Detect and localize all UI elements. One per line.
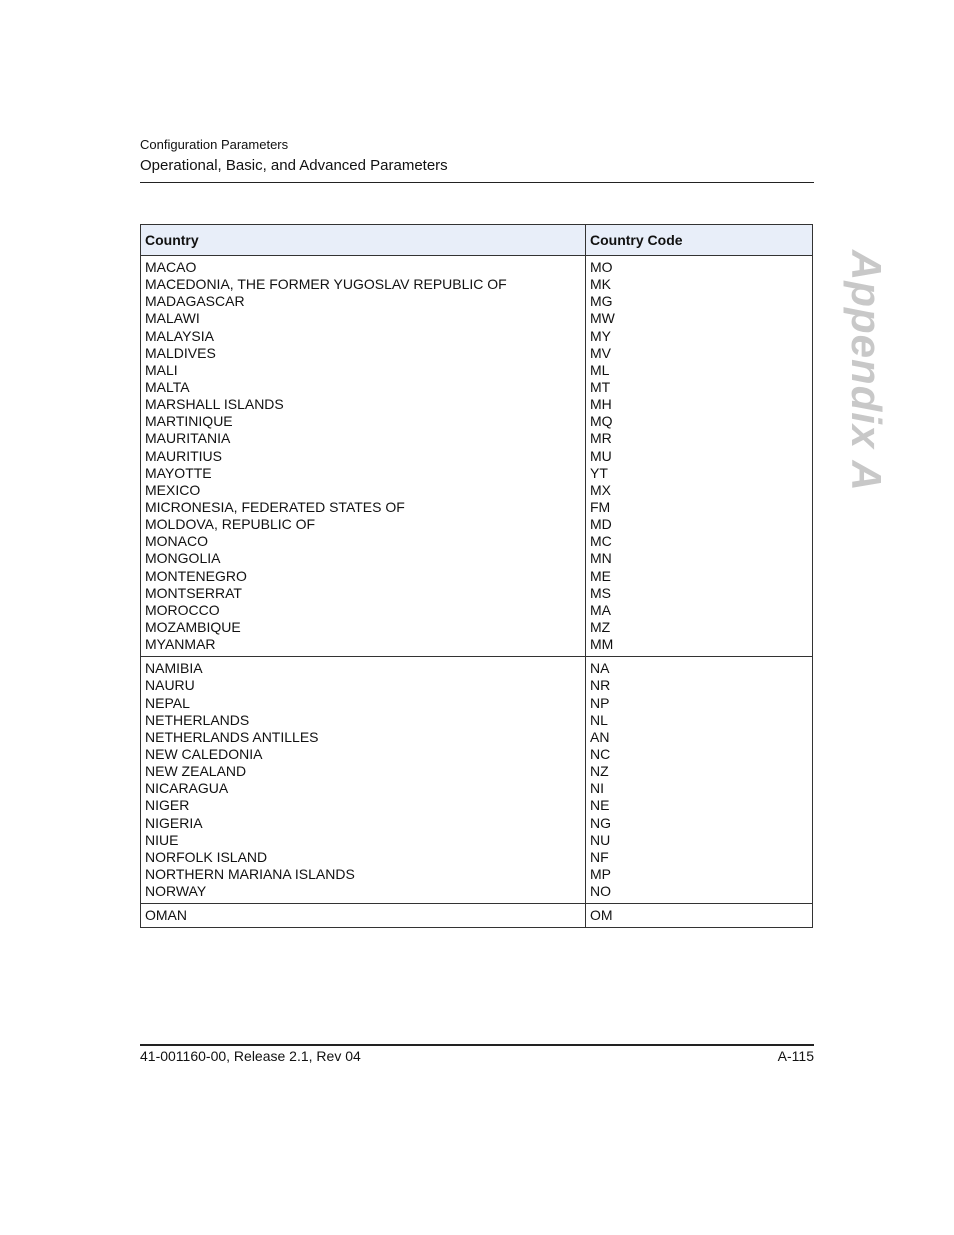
country-code: MG xyxy=(590,293,613,310)
country-cell xyxy=(141,256,586,657)
appendix-side-label: Appendix A xyxy=(843,250,890,492)
country-code: MC xyxy=(590,533,612,550)
country-code: NI xyxy=(590,780,604,797)
country-code: NR xyxy=(590,677,611,694)
table-row xyxy=(141,657,813,904)
country-code: MD xyxy=(590,516,612,533)
country-code-cell xyxy=(586,256,813,657)
country-code: MY xyxy=(590,327,611,344)
country-name: MOLDOVA, REPUBLIC OF xyxy=(145,516,316,533)
country-code: MU xyxy=(590,447,612,464)
country-name: MOROCCO xyxy=(145,601,220,618)
country-code: YT xyxy=(590,464,608,481)
country-name: MARSHALL ISLANDS xyxy=(145,396,284,413)
country-code: MN xyxy=(590,550,612,567)
country-name: MACEDONIA, THE FORMER YUGOSLAV REPUBLIC OF xyxy=(145,276,507,293)
country-name: NORFOLK ISLAND xyxy=(145,848,268,865)
country-name: MONTSERRAT xyxy=(145,584,242,601)
country-name: MALAWI xyxy=(145,310,200,327)
country-code: MZ xyxy=(590,618,611,635)
country-name: NETHERLANDS xyxy=(145,711,250,728)
country-code: NZ xyxy=(590,763,609,780)
country-name: NAMIBIA xyxy=(145,660,203,677)
table-row xyxy=(141,256,813,657)
country-name: MALAYSIA xyxy=(145,327,214,344)
country-code: MP xyxy=(590,865,611,882)
country-name: MOZAMBIQUE xyxy=(145,618,241,635)
country-code: OM xyxy=(590,907,613,924)
country-name: NEW CALEDONIA xyxy=(145,745,263,762)
country-code: MK xyxy=(590,276,611,293)
country-name: OMAN xyxy=(145,907,187,924)
country-name: NETHERLANDS ANTILLES xyxy=(145,728,319,745)
country-name: MYANMAR xyxy=(145,636,216,653)
country-code-cell xyxy=(586,904,813,928)
country-cell xyxy=(141,657,586,904)
country-code: NP xyxy=(590,694,610,711)
country-name: MONGOLIA xyxy=(145,550,221,567)
country-name: MALI xyxy=(145,361,178,378)
column-header-country: Country xyxy=(141,225,586,256)
page-title: Operational, Basic, and Advanced Parameters xyxy=(140,157,448,174)
country-name: MICRONESIA, FEDERATED STATES OF xyxy=(145,498,405,515)
country-code: ME xyxy=(590,567,611,584)
country-name: NAURU xyxy=(145,677,195,694)
country-name: MARTINIQUE xyxy=(145,413,233,430)
country-name: NICARAGUA xyxy=(145,780,229,797)
header-section: Configuration Parameters xyxy=(140,137,289,152)
country-code: NO xyxy=(590,883,611,900)
country-code: FM xyxy=(590,498,611,515)
country-name: NIGER xyxy=(145,797,190,814)
country-name: MAYOTTE xyxy=(145,464,212,481)
country-code-table xyxy=(140,224,813,928)
country-code: NC xyxy=(590,745,611,762)
country-name: MAURITIUS xyxy=(145,447,222,464)
footer-divider xyxy=(140,1044,814,1046)
country-name: MAURITANIA xyxy=(145,430,231,447)
country-code: MW xyxy=(590,310,615,327)
country-code: MM xyxy=(590,636,614,653)
country-code: MH xyxy=(590,396,612,413)
country-name: MEXICO xyxy=(145,481,201,498)
page-number: A-115 xyxy=(777,1048,814,1064)
country-code: MT xyxy=(590,378,611,395)
country-name: MALTA xyxy=(145,378,190,395)
country-code: NA xyxy=(590,660,610,677)
country-code: NU xyxy=(590,831,611,848)
country-code: MX xyxy=(590,481,611,498)
country-name: MONTENEGRO xyxy=(145,567,247,584)
country-code: ML xyxy=(590,361,610,378)
country-name: MALDIVES xyxy=(145,344,216,361)
country-code: MR xyxy=(590,430,612,447)
country-name: NEPAL xyxy=(145,694,190,711)
country-name: NORWAY xyxy=(145,883,207,900)
footer-doc-id: 41-001160-00, Release 2.1, Rev 04 xyxy=(140,1048,361,1064)
country-name: NEW ZEALAND xyxy=(145,763,247,780)
country-code: NE xyxy=(590,797,610,814)
country-code: MS xyxy=(590,584,611,601)
country-code-cell xyxy=(586,657,813,904)
country-code: MQ xyxy=(590,413,613,430)
country-code: MO xyxy=(590,259,613,275)
country-code: AN xyxy=(590,728,610,745)
country-code: MA xyxy=(590,601,611,618)
column-header-country-code: Country Code xyxy=(586,225,813,256)
country-cell xyxy=(141,904,586,928)
country-name: NIGERIA xyxy=(145,814,203,831)
table-row xyxy=(141,904,813,928)
country-code: MV xyxy=(590,344,611,361)
country-name: MACAO xyxy=(145,259,197,275)
country-name: MADAGASCAR xyxy=(145,293,245,310)
country-code: NL xyxy=(590,711,608,728)
country-code: NG xyxy=(590,814,611,831)
country-name: NIUE xyxy=(145,831,179,848)
country-name: MONACO xyxy=(145,533,208,550)
country-name: NORTHERN MARIANA ISLANDS xyxy=(145,865,355,882)
country-code: NF xyxy=(590,848,609,865)
table-header-row xyxy=(141,225,813,256)
header-divider xyxy=(140,182,814,183)
